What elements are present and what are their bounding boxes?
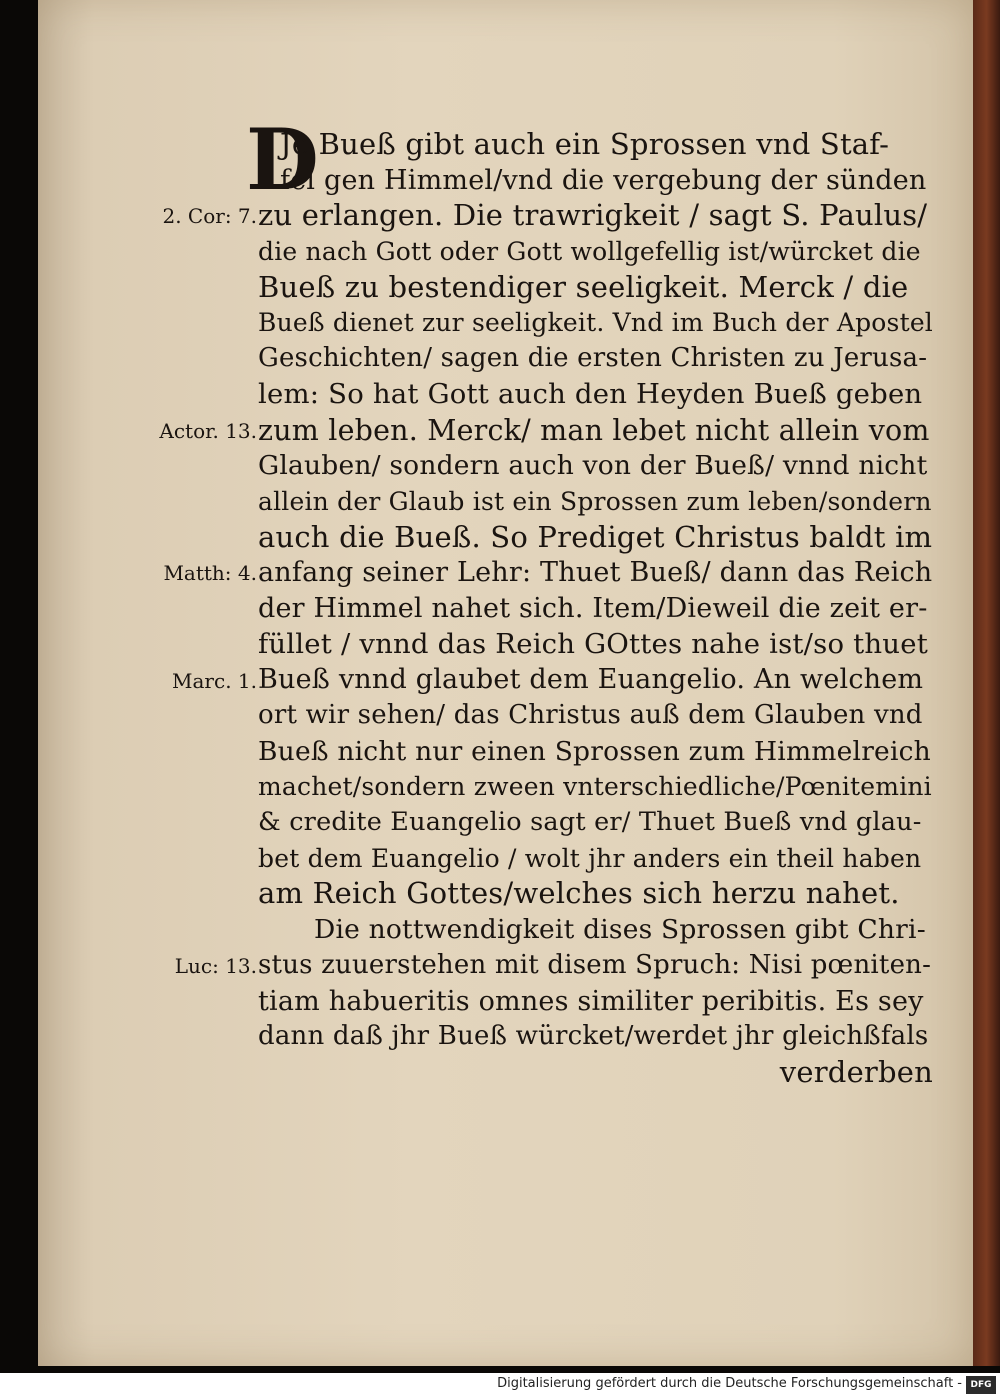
dfg-logo-icon: DFG [966,1376,996,1394]
text-line: dann daß jhr Bueß würcket/werdet jhr gleichßfals [258,1021,929,1052]
text-line: Die nottwendigkeit dises Sprossen gibt Chri- [314,914,926,946]
text-line: am Reich Gottes/welches sich herzu nahet. [258,876,900,911]
margin-reference: Matth: 4. [163,561,257,586]
margin-reference: Marc. 1. [172,668,257,693]
text-line: füllet / vnnd das Reich GOttes nahe ist/so thuet [258,627,928,660]
text-line: bet dem Euangelio / wolt jhr anders ein theil haben [258,843,922,873]
text-line: anfang seiner Lehr: Thuet Bueß/ dann das Reich [258,557,933,589]
text-line: & credite Euangelio sagt er/ Thuet Bueß vnd glau- [258,807,922,838]
footer-bar [0,1373,1000,1399]
margin-reference: Actor. 13. [159,418,257,443]
margin-reference: 2. Cor: 7. [162,204,257,229]
text-line: Bueß vnnd glaubet dem Euangelio. An welchem [258,664,924,696]
text-line: tiam habueritis omnes similiter peribitis. Es sey [258,985,924,1017]
page-body-text [258,127,933,1091]
text-line: allein der Glaub ist ein Sprossen zum leben/sondern [258,486,932,516]
text-line: Bueß nicht nur einen Sprossen zum Himmelreich [258,735,931,767]
text-line: Bueß dienet zur seeligkeit. Vnd im Buch der Apostel [258,308,934,338]
text-line: Je Bueß gibt auch ein Sprossen vnd Staf- [280,127,890,161]
drop-cap: D [246,110,319,209]
text-line: lem: So hat Gott auch den Heyden Bueß geben [258,377,923,410]
book-spine [973,0,1000,1366]
text-line: zum leben. Merck/ man lebet nicht allein vom [258,413,930,447]
footer-credit: Digitalisierung gefördert durch die Deutsche Forschungsgemeinschaft - [497,1376,962,1391]
text-line: fel gen Himmel/vnd die vergebung der sünden [280,164,927,196]
text-line: Glauben/ sondern auch von der Bueß/ vnnd nicht [258,450,928,482]
text-line: Geschichten/ sagen die ersten Christen zu Jerusa- [258,343,928,374]
text-line: die nach Gott oder Gott wollgefellig ist/würcket die [258,237,921,267]
text-line: zu erlangen. Die trawrigkeit / sagt S. Paulus/ [258,198,928,233]
margin-reference: Luc: 13. [174,954,257,979]
text-line: stus zuuerstehen mit disem Spruch: Nisi pœniten- [258,949,932,980]
text-line: ort wir sehen/ das Christus auß dem Glauben vnd [258,700,923,730]
text-line: Bueß zu bestendiger seeligkeit. Merck / die [258,269,909,304]
text-line: auch die Bueß. So Prediget Christus baldt im [258,519,933,554]
text-line: der Himmel nahet sich. Item/Dieweil die zeit er- [258,592,928,624]
text-line: verderben [779,1054,933,1089]
text-line: machet/sondern zween vnterschiedliche/Pœnitemini [258,772,932,802]
